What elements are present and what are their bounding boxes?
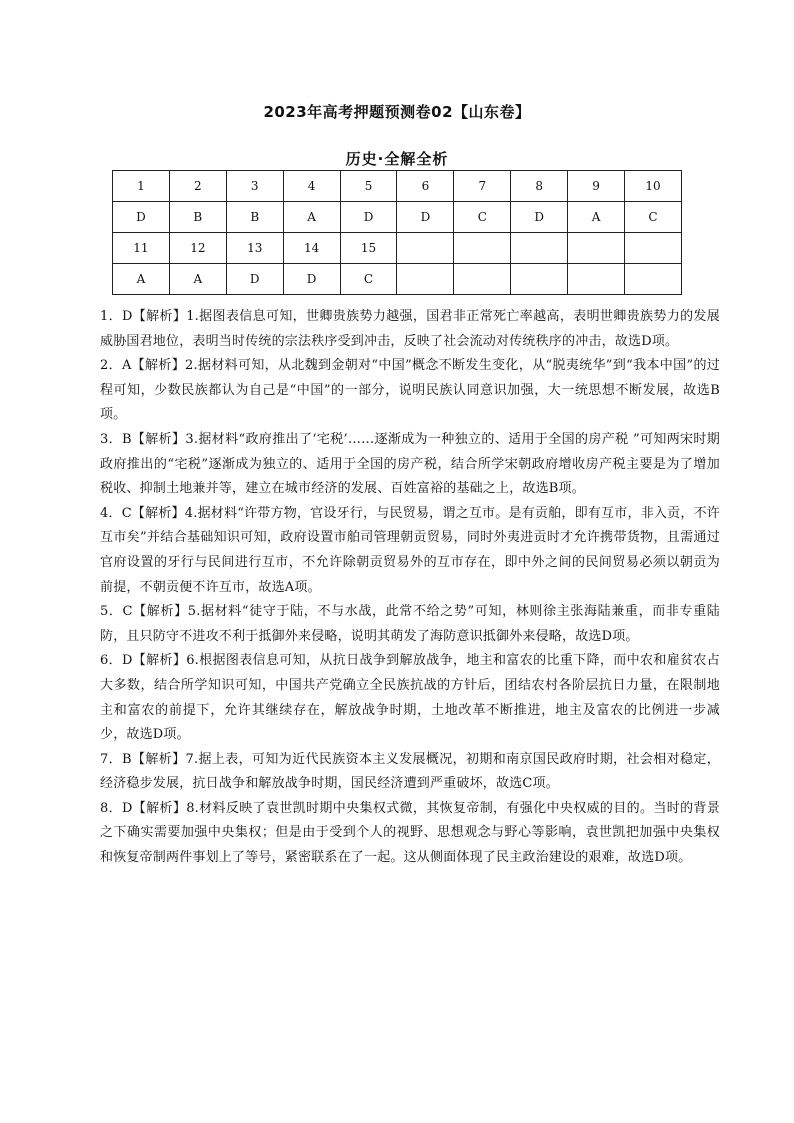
question-number-cell: 9: [568, 171, 625, 202]
answer-cell: B: [169, 202, 226, 233]
answer-cell: C: [454, 202, 511, 233]
explanation-item: 8．D【解析】8.材料反映了袁世凯时期中央集权式微，其恢复帝制，有强化中央权威的目的。当时的背景之下确实需要加强中央集权；但是由于受到个人的视野、思想观念与野心等影响，袁世凯把加强中央集权和恢复帝制两件事划上了等号，紧密联系在了一起。这从侧面体现了民主政治建设的艰难，故选D项。: [100, 800, 720, 866]
answer-cell: A: [568, 202, 625, 233]
answer-cell: A: [283, 202, 340, 233]
question-number-cell: 6: [397, 171, 454, 202]
explanation-item: 1．D【解析】1.据图表信息可知，世卿贵族势力越强，国君非正常死亡率越高，表明世卿贵族势力的发展威胁国君地位，表明当时传统的宗法秩序受到冲击，反映了社会流动对传统秩序的冲击，故选D项。: [100, 309, 720, 349]
answer-cell: [625, 264, 682, 295]
answer-cell: D: [511, 202, 568, 233]
answer-cell: A: [113, 264, 170, 295]
question-number-cell: 3: [226, 171, 283, 202]
question-number-cell: [568, 233, 625, 264]
question-number-cell: 12: [169, 233, 226, 264]
answer-cell: D: [340, 202, 397, 233]
explanation-item: 4．C【解析】4.据材料“许带方物，官设牙行，与民贸易，谓之互市。是有贡舶，即有互市，非入贡，不许互市矣”并结合基础知识可知，政府设置市舶司管理朝贡贸易，同时外夷进贡时才允许携带货物，且需通过官府设置的牙行与民间进行互市，不允许除朝贡贸易外的互市存在，即中外之间的民间贸易必须以朝贡为前提，不朝贡便不许互市，故选A项。: [100, 505, 720, 595]
explanation-item: 5．C【解析】5.据材料“徒守于陆，不与水战，此常不给之势”可知，林则徐主张海陆兼重，而非专重陆防，且只防守不进攻不利于抵御外来侵略，说明其萌发了海防意识抵御外来侵略，故选D项。: [100, 604, 720, 644]
answer-cell: D: [397, 202, 454, 233]
page-title: 2023年高考押题预测卷02【山东卷】: [263, 103, 531, 121]
answer-cell: C: [625, 202, 682, 233]
explanation-item: 3．B【解析】3.据材料“政府推出了‘宅税’……逐渐成为一种独立的、适用于全国的房产税 ”可知两宋时期政府推出的“宅税”逐渐成为独立的、适用于全国的房产税，结合所学宋朝政府增收房产税主要是为了增加税收、抑制土地兼并等，建立在城市经济的发展、百姓富裕的基础之上，故选B项。: [100, 431, 720, 497]
answer-cell: D: [113, 202, 170, 233]
question-number-cell: 10: [625, 171, 682, 202]
explanation-list: [100, 305, 720, 871]
answer-cell: C: [340, 264, 397, 295]
question-number-cell: [625, 233, 682, 264]
answer-row: [113, 264, 682, 295]
question-number-cell: 4: [283, 171, 340, 202]
question-number-cell: 8: [511, 171, 568, 202]
explanation-item: 7．B【解析】7.据上表，可知为近代民族资本主义发展概况，初期和南京国民政府时期，社会相对稳定，经济稳步发展，抗日战争和解放战争时期，国民经济遭到严重破坏，故选C项。: [100, 751, 720, 792]
question-number-cell: [397, 233, 454, 264]
question-number-cell: 2: [169, 171, 226, 202]
question-number-cell: 1: [113, 171, 170, 202]
question-number-cell: 11: [113, 233, 170, 264]
answer-cell: [568, 264, 625, 295]
answer-cell: [397, 264, 454, 295]
explanation-item: 2．A【解析】2.据材料可知，从北魏到金朝对“中国”概念不断发生变化，从“脱夷统华”到“我本中国”的过程可知，少数民族都认为自己是“中国”的一部分，说明民族认同意识加强，大一统思想不断发展，故选B项。: [100, 358, 720, 423]
question-number-cell: 15: [340, 233, 397, 264]
answer-cell: A: [169, 264, 226, 295]
question-number-row: [113, 171, 682, 202]
answer-cell: D: [226, 264, 283, 295]
question-number-cell: 7: [454, 171, 511, 202]
question-number-cell: [454, 233, 511, 264]
answer-cell: B: [226, 202, 283, 233]
question-number-cell: 5: [340, 171, 397, 202]
answer-row: [113, 202, 682, 233]
answer-cell: [454, 264, 511, 295]
answer-table: [112, 170, 682, 295]
answer-cell: [511, 264, 568, 295]
question-number-cell: 13: [226, 233, 283, 264]
question-number-row: [113, 233, 682, 264]
page-subtitle: 历史·全解全析: [345, 150, 449, 168]
question-number-cell: 14: [283, 233, 340, 264]
question-number-cell: [511, 233, 568, 264]
explanation-item: 6．D【解析】6.根据图表信息可知，从抗日战争到解放战争，地主和富农的比重下降，而中农和雇贫农占大多数，结合所学知识可知，中国共产党确立全民族抗战的方针后，团结农村各阶层抗日力量，在限制地主和富农的前提下，允许其继续存在，解放战争时期，土地改革不断推进，地主及富农的比例进一步减少，故选D项。: [100, 653, 720, 743]
answer-cell: D: [283, 264, 340, 295]
